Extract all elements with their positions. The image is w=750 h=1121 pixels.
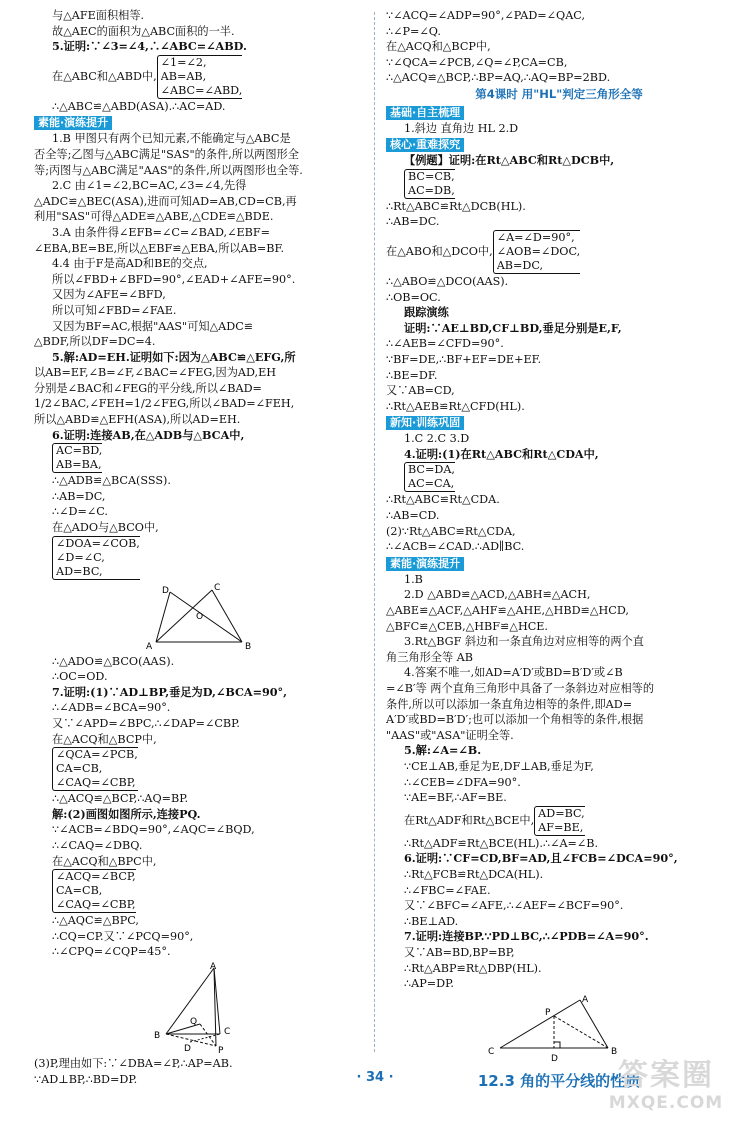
condition: ∠DOA=∠COB, xyxy=(56,536,140,550)
point-label-d: D xyxy=(551,1053,558,1064)
point-label-d: D xyxy=(162,585,169,596)
condition: AB=DC, xyxy=(496,258,544,272)
text-line: 所以∠FBD+∠BFD=90°,∠EAD+∠AFE=90°. xyxy=(52,272,296,286)
condition: AB=AB, xyxy=(160,69,207,83)
text-line: 在△ACQ和△BPC中, xyxy=(52,854,157,868)
text-line: 以AB=EF,∠B=∠F,∠BAC=∠FEG,因为AD,EH xyxy=(34,366,277,380)
text-line: ∴Rt△AEB≌Rt△CFD(HL). xyxy=(386,399,525,413)
text-line: ∴△ACQ≌△BCP,∴AQ=BP. xyxy=(52,792,189,806)
condition: AB=BA, xyxy=(56,458,102,472)
point-label-a: A xyxy=(582,994,589,1005)
text-line: ∴∠CPQ=∠CQP=45°. xyxy=(52,945,171,959)
condition: AD=BC, xyxy=(56,564,103,578)
text-line: ∴BE⊥AD. xyxy=(404,914,459,928)
text-line: 分别是∠BAC和∠FEG的平分线,所以∠BAD= xyxy=(34,381,262,395)
text-line: 证明:∵AE⊥BD,CF⊥BD,垂足分别是E,F, xyxy=(404,320,622,335)
text-line: ∵CE⊥AB,垂足为E,DF⊥AB,垂足为F, xyxy=(404,759,594,773)
point-label-c: C xyxy=(214,582,221,593)
text-line: 又因为BF=AC,根据"AAS"可知△ADC≌ xyxy=(52,319,254,333)
text-line: ∴∠CEB=∠DFA=90°. xyxy=(404,775,521,789)
condition: BC=DA, xyxy=(408,463,455,477)
text-line: 4.4 由于F是高AD和BE的交点, xyxy=(52,257,208,271)
figure-right-triangle-abc xyxy=(484,994,634,1066)
text-line: ∵AE=BF,∴AF=BE. xyxy=(404,791,507,805)
text-line: A′D′或BD=B′D′;也可以添加一个角相等的条件,根据 xyxy=(386,713,644,727)
text-line: "AAS"或"ASA"证明全等. xyxy=(386,728,514,742)
condition: ∠CAQ=∠CBP, xyxy=(56,898,136,912)
section-header: 素能·演练提升 xyxy=(386,557,464,571)
text-line: 又∵AB=CD, xyxy=(386,384,455,398)
text-line: ∴△ABO≌△DCO(AAS). xyxy=(386,274,509,288)
text-line: 2.D △ABD≌△ACD,△ABH≌△ACH, xyxy=(404,588,591,602)
text-line: 7.证明:(1)∵AD⊥BP,垂足为D,∠BCA=90°, xyxy=(52,684,287,699)
brace-group xyxy=(386,462,732,492)
text-line: ∴∠FBC=∠FAE. xyxy=(404,883,491,897)
figure-triangle-abc-p xyxy=(144,962,254,1054)
text-line: ∴∠D=∠C. xyxy=(52,505,108,519)
chapter-title: 12.3 角的平分线的性质 xyxy=(477,1071,641,1090)
text-line: (3)P,理由如下:∵∠DBA=∠P,∴AP=AB. xyxy=(34,1056,233,1070)
text-line: ∴Rt△ABP≌Rt△DBP(HL). xyxy=(404,961,542,975)
text-line: ∴Rt△ABC≌Rt△CDA. xyxy=(386,493,500,507)
brace-group xyxy=(386,169,732,199)
text-line: 故△AEC的面积为△ABC面积的一半. xyxy=(52,24,235,38)
right-angle-mark xyxy=(554,1042,560,1048)
segment-bp xyxy=(166,1034,216,1046)
text-line: ∴△ADO≌△BCO(AAS). xyxy=(52,654,175,668)
condition: AF=BE, xyxy=(538,820,584,834)
text-line: 5.解:AD=EH.证明如下:因为△ABC≌△EFG,所 xyxy=(52,349,296,364)
text-line: ∴OB=OC. xyxy=(386,290,441,304)
text-line: ∴∠AEB=∠CFD=90°. xyxy=(386,337,504,351)
point-label-a: A xyxy=(146,641,153,652)
brace-conditions xyxy=(404,169,455,199)
text-line: 在△ACQ和△BCP中, xyxy=(52,732,157,746)
text-line: 1/2∠BAC,∠FEH=1/2∠FEG,所以∠BAD=∠FEH, xyxy=(34,397,295,411)
segment-ac xyxy=(156,590,212,642)
lesson-title: 第4课时 用"HL"判定三角形全等 xyxy=(475,86,643,101)
text-line: ∴△ACQ≌△BCP,∴BP=AQ,∴AQ=BP=2BD. xyxy=(386,71,611,85)
text-line: ∴Rt△FCB≌Rt△DCA(HL). xyxy=(404,867,544,881)
text-line: ∵∠ACB=∠BDQ=90°,∠AQC=∠BQD, xyxy=(52,823,255,837)
point-label-b: B xyxy=(611,1046,618,1057)
condition: ∠1=∠2, xyxy=(160,55,207,69)
text-line: 1.B xyxy=(404,572,423,586)
text-line: 在Rt△ADF和Rt△BCE中, xyxy=(404,813,535,827)
text-line: ∴AB=DC. xyxy=(386,215,440,229)
left-column xyxy=(34,8,364,1087)
brace-group xyxy=(34,536,364,580)
point-label-o: O xyxy=(196,611,204,622)
brace-conditions xyxy=(52,536,140,580)
text-line: =∠B′等 两个直角三角形中具备了一条斜边对应相等的 xyxy=(386,682,655,695)
text-line: ∴∠ADB=∠BCA=90°. xyxy=(52,701,171,715)
text-line: ∴OC=OD. xyxy=(52,670,108,684)
text-line: △ADC≌△BEC(ASA),进而可知AD=AB,CD=CB,再 xyxy=(34,194,297,208)
brace-conditions xyxy=(52,869,136,913)
condition: ∠D=∠C, xyxy=(56,550,105,564)
brace-group xyxy=(34,55,364,99)
condition: ∠ACQ=∠BCP, xyxy=(56,870,136,884)
brace-group xyxy=(386,230,732,274)
subsection-title: 跟踪演练 xyxy=(404,305,449,320)
text-line: 【例题】证明:在Rt△ABC和Rt△DCB中, xyxy=(404,153,615,168)
text-line: 4.答案不唯一,如AD=A′D′或BD=B′D′或∠B xyxy=(404,666,623,680)
brace-group xyxy=(34,747,364,791)
segment-bd xyxy=(170,592,242,642)
text-line: ∵∠QCA=∠PCB,∠Q=∠P,CA=CB, xyxy=(386,55,568,69)
text-line: 又∵AB=BD,BP=BP, xyxy=(404,945,515,959)
condition: ∠CAQ=∠CBP, xyxy=(56,776,136,790)
text-line: ∴BE=DF. xyxy=(386,368,438,382)
text-line: 1.斜边 直角边 HL 2.D xyxy=(404,121,519,135)
text-line: ∴∠ACB=∠CAD.∴AD∥BC. xyxy=(386,540,525,554)
text-line: ∴∠P=∠Q. xyxy=(386,24,441,38)
point-label-p: P xyxy=(545,1007,551,1018)
brace-group xyxy=(34,869,364,913)
text-line: 4.证明:(1)在Rt△ABC和Rt△CDA中, xyxy=(404,446,599,461)
text-line: ∴△ABC≌△ABD(ASA).∴AC=AD. xyxy=(52,99,226,113)
section-header: 素能·演练提升 xyxy=(34,116,112,130)
condition: ∠QCA=∠PCB, xyxy=(56,748,138,762)
text-line: 在△ACQ和△BCP中, xyxy=(386,40,491,54)
text-line: 2.C 由∠1=∠2,BC=AC,∠3=∠4,先得 xyxy=(52,179,247,193)
point-label-b: B xyxy=(245,641,252,652)
condition: ∠A=∠D=90°, xyxy=(496,230,575,244)
condition: AD=BC, xyxy=(538,806,585,820)
section-header: 新知·训练巩固 xyxy=(386,416,464,430)
text-line: ∴Rt△ADF≌Rt△BCE(HL).∴∠A=∠B. xyxy=(404,836,599,850)
segment-ab xyxy=(580,1000,608,1048)
segment-bc xyxy=(212,590,242,642)
text-line: ∴∠CAQ=∠DBQ. xyxy=(52,838,143,852)
text-line: 1.B 甲图只有两个已知元素,不能确定与△ABC是 xyxy=(52,132,291,146)
brace-conditions xyxy=(404,462,455,492)
text-line: ∴Rt△ABC≌Rt△DCB(HL). xyxy=(386,199,526,213)
text-line: ∴△ADB≌△BCA(SSS). xyxy=(52,474,171,488)
text-line: (2)∵Rt△ABC≌Rt△CDA, xyxy=(386,524,516,538)
text-line: 5.解:∠A=∠B. xyxy=(404,743,482,758)
condition: CA=CB, xyxy=(56,762,103,776)
text-line: 等;丙图与△ABC满足"AAS"的条件,所以两图形也全等. xyxy=(34,163,303,177)
text-line: ∴AB=CD. xyxy=(386,509,440,523)
text-line: 否全等;乙图与△ABC满足"SAS"的条件,所以两图形全 xyxy=(34,147,299,161)
text-line: ∵∠ACQ=∠ADP=90°,∠PAD=∠QAC, xyxy=(386,9,586,22)
text-line: ∴△AQC≌△BPC, xyxy=(52,914,139,928)
watermark-logo xyxy=(600,1059,732,1113)
condition: ∠AOB=∠DOC, xyxy=(496,244,581,258)
segment-pb xyxy=(554,1016,608,1048)
point-label-a: A xyxy=(210,961,217,972)
text-line: 与△AFE面积相等. xyxy=(52,9,145,22)
section-header: 核心·重难探究 xyxy=(386,138,464,152)
condition: AC=BD, xyxy=(56,444,103,458)
condition: AC=CA, xyxy=(408,477,455,491)
point-label-q: Q xyxy=(190,1016,198,1027)
text-line: △BFC≌△CEB,△HBF≌△HCE. xyxy=(386,619,548,633)
text-line: 利用"SAS"可得△ADE≌△ABE,△CDE≌△BDE. xyxy=(34,210,274,224)
text-line: 解:(2)画图如图所示,连接PQ. xyxy=(52,806,201,821)
brace-conditions xyxy=(52,443,102,473)
text-line: △BDF,所以DF=DC=4. xyxy=(34,335,156,349)
section-header: 基础·自主梳理 xyxy=(386,106,464,120)
text-line: 所以△ABD≌△EFH(ASA),所以AD=EH. xyxy=(34,413,241,427)
text-line: ∴AP=DP. xyxy=(404,977,454,991)
text-line: ∴AB=DC, xyxy=(52,489,106,503)
watermark-text: 答案圈 xyxy=(618,1058,714,1093)
text-line: 又因为∠AFE=∠BFD, xyxy=(52,288,166,302)
text-line: ∵AD⊥BP,∴BD=DP. xyxy=(34,1072,138,1086)
text-line: 6.证明:连接AB,在△ADB与△BCA中, xyxy=(52,427,245,442)
brace-group xyxy=(34,443,364,473)
brace-conditions xyxy=(157,55,243,99)
text-line: 在△ADO与△BCO中, xyxy=(52,521,159,535)
condition: ∠ABC=∠ABD, xyxy=(160,83,243,97)
condition: BC=CB, xyxy=(408,169,455,183)
brace-conditions xyxy=(52,747,138,791)
watermark-url: MXQE.COM xyxy=(608,1093,724,1113)
brace-conditions xyxy=(493,230,580,274)
text-line: 5.证明:∵∠3=∠4,∴∠ABC=∠ABD. xyxy=(52,39,247,54)
text-line: ∵BF=DE,∴BF+EF=DE+EF. xyxy=(386,352,542,366)
text-line: 6.证明:∵CF=CD,BF=AD,且∠FCB=∠DCA=90°, xyxy=(404,851,678,866)
point-label-c: C xyxy=(224,1026,231,1037)
text-line: △ABE≌△ACF,△AHF≌△AHE,△HBD≌△HCD, xyxy=(386,604,629,618)
text-line: 3.Rt△BGF 斜边和一条直角边对应相等的两个直 xyxy=(404,635,644,649)
text-line: 在△ABO和△DCO中, xyxy=(386,245,493,259)
right-column xyxy=(386,8,732,1089)
text-line: 条件,所以可以添加一条直角边相等的条件,即AD= xyxy=(386,697,633,711)
text-line: 3.A 由条件得∠EFB=∠C=∠BAD,∠EBF= xyxy=(52,225,270,239)
text-line: 又∵∠APD=∠BPC,∴∠DAP=∠CBP. xyxy=(52,717,240,730)
text-line: 又∵∠BFC=∠AFE,∴∠AEF=∠BCF=90°. xyxy=(404,899,624,913)
text-line: 7.证明:连接BP.∵PD⊥BC,∴∠PDB=∠A=90°. xyxy=(404,929,649,944)
column-divider xyxy=(374,12,375,1052)
text-line: ∴CQ=CP.又∵∠PCQ=90°, xyxy=(52,929,194,943)
condition: CA=CB, xyxy=(56,884,103,898)
brace-conditions xyxy=(534,806,585,836)
brace-group xyxy=(386,806,732,836)
page-number: · 34 · xyxy=(356,1070,394,1085)
text-line: ∠EBA,BE=BE,所以△EBF≌△EBA,所以AB=BF. xyxy=(34,241,285,255)
point-label-b: B xyxy=(154,1030,161,1041)
text-line: 在△ABC和△ABD中, xyxy=(52,69,157,83)
point-label-p: P xyxy=(218,1045,224,1054)
point-label-c: C xyxy=(488,1046,495,1057)
condition: AC=DB, xyxy=(408,183,455,197)
text-line: 1.C 2.C 3.D xyxy=(404,432,470,446)
text-line: 所以可知∠FBD=∠FAE. xyxy=(52,303,177,317)
point-label-d: D xyxy=(184,1043,191,1054)
segment-ad xyxy=(156,592,170,642)
figure-quadrilateral-adbc xyxy=(134,582,264,652)
text-line: 角三角形全等 AB xyxy=(386,650,473,664)
